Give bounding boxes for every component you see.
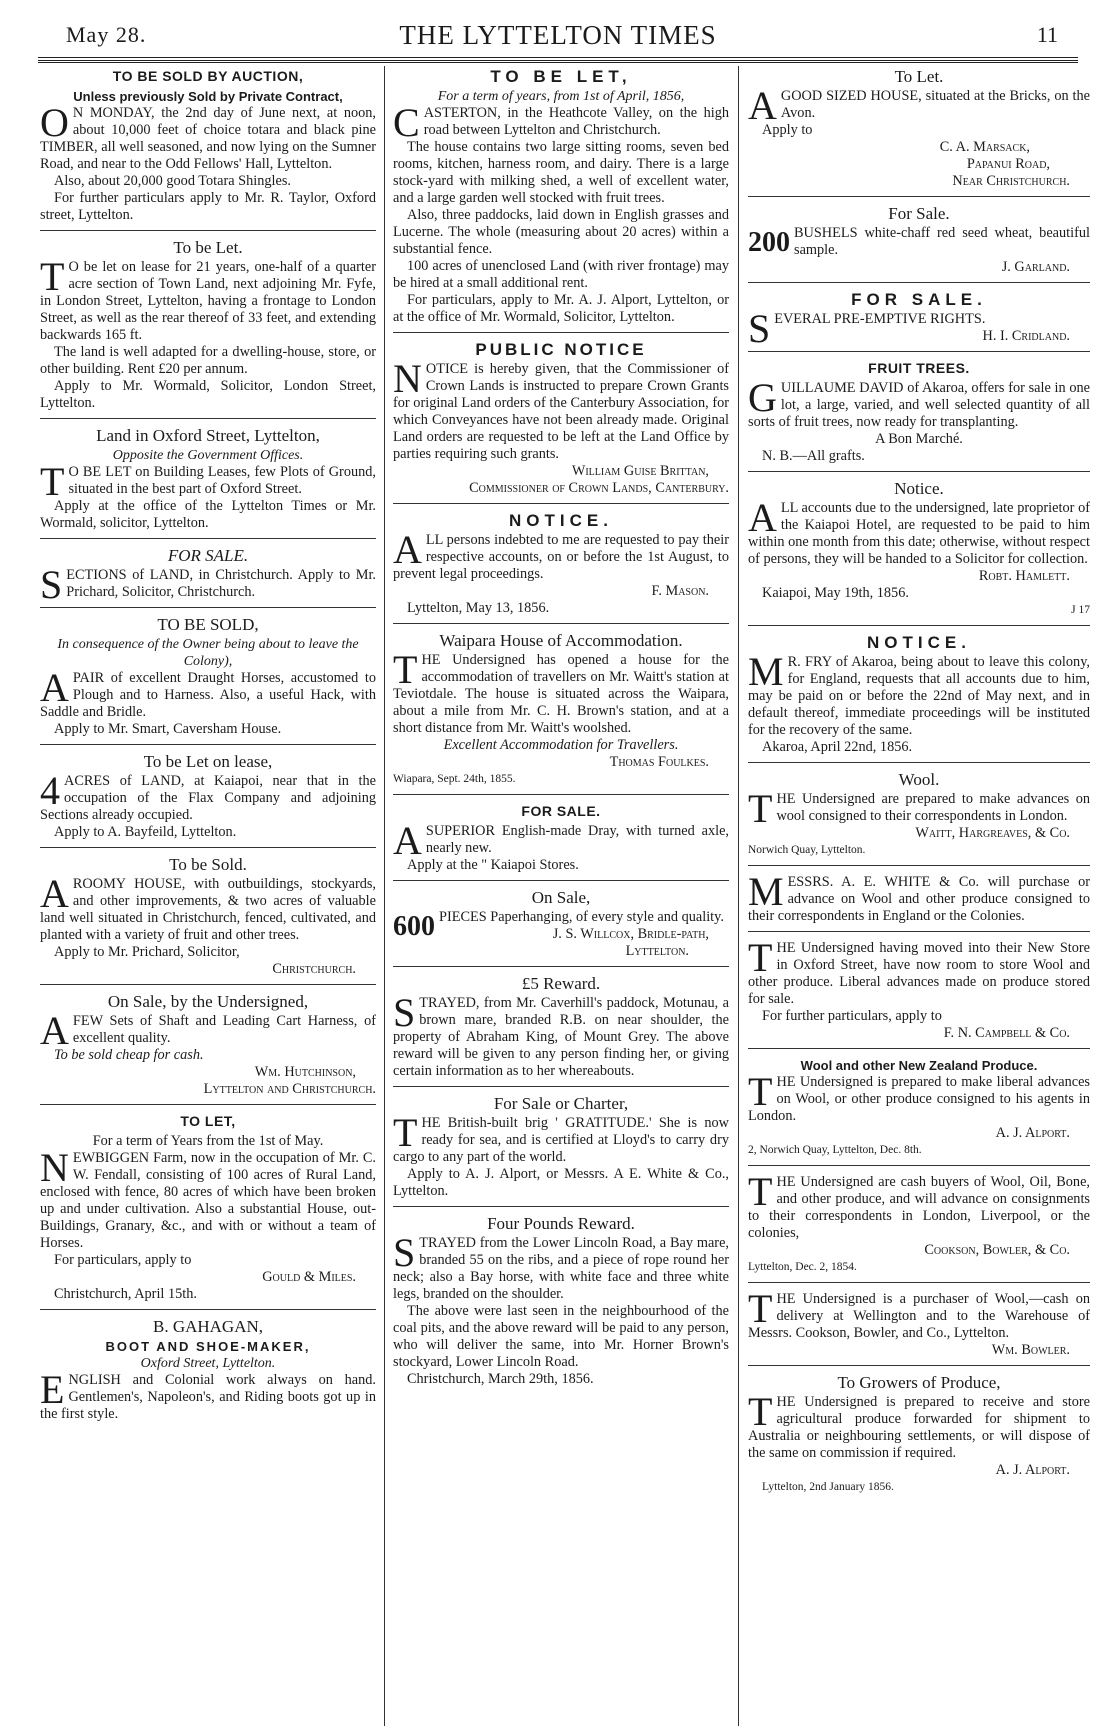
ad-text: Apply at the office of the Lyttelton Times or Mr. Wormald, solicitor, Lyttelton. — [40, 498, 376, 531]
ad-title: To be Let on lease, — [143, 752, 273, 771]
advertisement — [40, 753, 376, 841]
ad-subtitle: Opposite the Government Offices. — [112, 448, 304, 463]
drop-cap: E — [40, 1367, 65, 1412]
ad-text: HE Undersigned is a purchaser of Wool,—cash on delivery at Wellington and to the Warehouse of Messrs. Cookson, Bowler, and Co., Lyttelton. — [748, 1291, 1090, 1341]
ad-divider — [393, 880, 729, 881]
drop-cap: 4 — [40, 768, 60, 813]
ad-title: TO BE LET, — [490, 67, 632, 86]
ad-text: HE Undersigned is prepared to make liberal advances on Wool, or other produce consigned to his agents in London. — [748, 1074, 1090, 1124]
ad-title: FOR SALE. — [521, 803, 601, 819]
ad-signature: C. A. Marsack, — [939, 139, 1030, 155]
advertisement — [393, 512, 729, 617]
advertisement — [748, 634, 1090, 756]
ad-subtitle: For a term of years, from 1st of April, 1856, — [437, 89, 685, 104]
ad-divider — [748, 762, 1090, 763]
drop-cap: C — [393, 100, 420, 145]
ad-divider — [393, 794, 729, 795]
drop-cap: A — [40, 665, 69, 710]
ad-divider — [748, 282, 1090, 283]
drop-cap: T — [748, 1286, 773, 1331]
ad-text: ACRES of LAND, at Kaiapoi, near that in the occupation of the Flax Company and adjoining Sections already occupied. — [40, 773, 376, 823]
ad-signature: Waitt, Hargreaves, & Co. — [915, 825, 1070, 841]
ad-divider — [748, 1165, 1090, 1166]
ad-text: Apply to Mr. Wormald, Solicitor, London Street, Lyttelton. — [40, 378, 376, 411]
advertisement — [748, 68, 1090, 190]
ad-text: HE Undersigned is prepared to receive and store agricultural produce forwarded for shipment to Australia or neighbouring settlements, or will dispose of the same on commission if required. — [748, 1394, 1090, 1461]
advertisement — [40, 68, 376, 224]
ad-divider — [40, 847, 376, 848]
ad-subtitle: Unless previously Sold by Private Contract, — [73, 89, 343, 104]
ad-title: TO BE SOLD, — [157, 615, 259, 634]
ad-code: J 17 — [1071, 604, 1090, 616]
ad-divider — [393, 966, 729, 967]
drop-cap: O — [40, 100, 69, 145]
ad-divider — [748, 625, 1090, 626]
ad-text: EWBIGGEN Farm, now in the occupation of Mr. C. W. Fendall, consisting of 100 acres of Rural Land, enclosed with fence, 80 acres of which have been broken up and under cultivation. Also a substantial House, out-Buildings, Granary, &c., and with or without a team of Horses. — [40, 1150, 376, 1251]
drop-cap: A — [40, 1008, 69, 1053]
ad-text: PIECES Paperhanging, of every style and quality. — [439, 909, 724, 925]
advertisement — [40, 616, 376, 738]
ad-divider — [40, 744, 376, 745]
ad-text: ECTIONS of LAND, in Christchurch. Apply to Mr. Prichard, Solicitor, Christchurch. — [66, 567, 376, 600]
advertisement — [748, 935, 1090, 1042]
ad-title: Four Pounds Reward. — [487, 1214, 635, 1233]
ad-date: Akaroa, April 22nd, 1856. — [762, 739, 913, 755]
advertisement — [748, 771, 1090, 859]
ad-title: NOTICE. — [867, 633, 971, 652]
ad-text: FEW Sets of Shaft and Leading Cart Harness, of excellent quality. — [72, 1013, 376, 1046]
advertisement — [393, 341, 729, 497]
ad-signature: Robt. Hamlett. — [978, 568, 1070, 584]
ad-divider — [748, 1365, 1090, 1366]
drop-cap: T — [393, 1110, 418, 1155]
ad-signature: Thomas Foulkes. — [609, 754, 709, 770]
ad-text: The house contains two large sitting rooms, seven bed rooms, kitchen, harness room, and dairy. There is a large stock-yard with milking shed, a well of excellent water, and a large garden well stocked with fruit trees. — [393, 139, 729, 206]
ad-text: Apply to A. J. Alport, or Messrs. A E. White & Co., Lyttelton. — [393, 1166, 729, 1199]
ad-date: Christchurch, March 29th, 1856. — [407, 1371, 594, 1387]
ad-date: Lyttelton, May 13, 1856. — [407, 600, 550, 616]
ad-title: On Sale, by the Undersigned, — [107, 992, 309, 1011]
column-1 — [40, 66, 376, 1726]
ad-text: HE Undersigned are prepared to make advances on wool consigned to their correspondents in London. — [776, 791, 1090, 824]
ad-divider — [748, 196, 1090, 197]
advertisement — [748, 869, 1090, 925]
advertisement — [748, 290, 1090, 351]
ad-text: For further particulars, apply to — [762, 1008, 942, 1024]
ad-divider — [40, 538, 376, 539]
column-3 — [748, 66, 1090, 1726]
advertisement — [393, 1095, 729, 1200]
advertisement — [40, 856, 376, 978]
advertisement — [748, 1057, 1090, 1159]
drop-cap: A — [393, 818, 422, 863]
advertisement — [393, 1215, 729, 1388]
drop-cap: 200 — [748, 227, 790, 258]
column-divider — [738, 66, 739, 1726]
ad-divider — [393, 623, 729, 624]
ad-text: TRAYED from the Lower Lincoln Road, a Bay mare, branded 55 on the ribs, and a piece of rope round her neck; also a Bay horse, with white face and three white legs, branded on the shoulder. — [393, 1235, 729, 1302]
drop-cap: M — [748, 649, 784, 694]
drop-cap: T — [40, 254, 65, 299]
issue-date: May 28. — [66, 22, 147, 47]
ad-title: Notice. — [894, 479, 944, 498]
ad-title: Land in Oxford Street, Lyttelton, — [96, 426, 320, 445]
ad-text: O BE LET on Building Leases, few Plots of Ground, situated in the best part of Oxford Street. — [68, 464, 376, 497]
drop-cap: A — [393, 527, 422, 572]
ad-text: Apply to A. Bayfeild, Lyttelton. — [54, 824, 237, 840]
ad-text: ESSRS. A. E. WHITE & Co. will purchase or advance on Wool and other produce consigned to their correspondents in England or the Colonies. — [748, 874, 1090, 924]
drop-cap: T — [748, 786, 773, 831]
ad-title: Wool and other New Zealand Produce. — [800, 1058, 1038, 1073]
ad-divider — [748, 865, 1090, 866]
ad-divider — [40, 607, 376, 608]
ad-text: LL persons indebted to me are requested to pay their respective accounts, on or before the 1st August, to prevent legal proceedings. — [393, 532, 729, 582]
ad-signature: William Guise Brittan, — [571, 463, 709, 479]
ad-text: Excellent Accommodation for Travellers. — [443, 737, 679, 753]
ad-signature: Lyttelton and Christchurch. — [203, 1081, 376, 1097]
ad-divider — [393, 332, 729, 333]
ad-text: PAIR of excellent Draught Horses, accustomed to Plough and to Harness. Also, a useful Hack, with Saddle and Bridle. — [40, 670, 376, 720]
ad-title: FOR SALE. — [167, 546, 249, 565]
ad-title: For Sale or Charter, — [493, 1094, 629, 1113]
ad-text: Apply to Mr. Prichard, Solicitor, — [54, 944, 240, 960]
ad-text: LL accounts due to the undersigned, late proprietor of the Kaiapoi Hotel, are requested to be paid to him within one month from this date; otherwise, without respect of persons, they will be handed to a Solicitor for collection. — [748, 500, 1090, 567]
ad-divider — [748, 1282, 1090, 1283]
drop-cap: N — [393, 356, 422, 401]
ad-text: To be sold cheap for cash. — [54, 1047, 204, 1063]
ad-date: Christchurch, April 15th. — [54, 1286, 197, 1302]
drop-cap: G — [748, 375, 777, 420]
ad-divider — [40, 230, 376, 231]
ad-title: TO LET, — [180, 1113, 236, 1129]
ad-divider — [40, 984, 376, 985]
ad-text: R. FRY of Akaroa, being about to leave this colony, for England, requests that all accounts due to him, may be paid on or before the 22nd of May next, and in default thereof, immediate proceedings will be instituted for the recovery of the same. — [748, 654, 1090, 738]
ad-date: Norwich Quay, Lyttelton. — [748, 844, 866, 856]
ad-text: Also, three paddocks, laid down in English grasses and Lucerne. The whole (measuring about 20 acres) within a substantial fence. — [393, 207, 729, 257]
advertisement — [393, 68, 729, 326]
ad-text: OTICE is hereby given, that the Commissioner of Crown Lands is instructed to prepare Crown Grants for original Land orders of the Canterbury Association, for which Conveyances have not been already made. Original Land orders are requested to be left at the Land Office by parties requiring such grants. — [393, 361, 729, 462]
ad-subtitle: BOOT AND SHOE-MAKER, — [105, 1339, 311, 1354]
ad-signature: Near Christchurch. — [952, 173, 1070, 189]
advertisement — [748, 1374, 1090, 1496]
ad-date: Lyttelton, 2nd January 1856. — [762, 1481, 894, 1493]
ad-text: EVERAL PRE-EMPTIVE RIGHTS. — [774, 311, 986, 327]
advertisement — [748, 1286, 1090, 1359]
advertisement — [40, 993, 376, 1098]
ad-title: To be Sold. — [169, 855, 247, 874]
ad-text: The land is well adapted for a dwelling-house, store, or other building. Rent £20 per annum. — [40, 344, 376, 377]
ad-title: FRUIT TREES. — [868, 360, 970, 376]
ad-text: Apply to Mr. Smart, Caversham House. — [54, 721, 282, 737]
ad-signature: J. Garland. — [1001, 259, 1070, 275]
ad-divider — [748, 351, 1090, 352]
ad-signature: Cookson, Bowler, & Co. — [924, 1242, 1070, 1258]
ad-text: ASTERTON, in the Heathcote Valley, on the high road between Lyttelton and Christchurch. — [423, 105, 729, 138]
ad-signature: Gould & Miles. — [262, 1269, 356, 1285]
ad-divider — [748, 931, 1090, 932]
ad-text: TRAYED, from Mr. Caverhill's paddock, Motunau, a brown mare, branded R.B. on near shoulder, the property of Abraham King, of Mount Grey. The above reward will be given to any person finding her, or giving certain information as to her whereabouts. — [393, 995, 729, 1079]
ad-title: NOTICE. — [509, 511, 613, 530]
page-number: 11 — [1036, 22, 1058, 47]
ad-text: SUPERIOR English-made Dray, with turned axle, nearly new. — [425, 823, 729, 856]
drop-cap: T — [748, 935, 773, 980]
ad-title: B. GAHAGAN, — [152, 1317, 264, 1336]
ad-text: Apply at the " Kaiapoi Stores. — [407, 857, 579, 873]
ad-text: HE British-built brig ' GRATITUDE.' She is now ready for sea, and is certified at Lloyd's to carry dry cargo to any part of the world. — [393, 1115, 729, 1165]
ad-text: For particulars, apply to Mr. A. J. Alport, Lyttelton, or at the office of Mr. Wormald, Solicitor, Lyttelton. — [393, 292, 729, 325]
ad-signature: Wm. Bowler. — [991, 1342, 1070, 1358]
drop-cap: T — [40, 459, 65, 504]
ad-date: Wiapara, Sept. 24th, 1855. — [393, 773, 516, 785]
ad-signature: H. I. Cridland. — [982, 328, 1070, 344]
ad-text: The above were last seen in the neighbourhood of the coal pits, and the above reward will be paid to any person, who will deliver the same, into Mr. Horner Brown's stockyard, Lower Lincoln Road. — [393, 1303, 729, 1370]
header-rule — [38, 57, 1078, 63]
ad-text: Christchurch. — [272, 961, 356, 977]
ad-title: To be Let. — [173, 238, 243, 257]
ad-date: 2, Norwich Quay, Lyttelton, Dec. 8th. — [748, 1144, 922, 1156]
ad-date: Lyttelton, Dec. 2, 1854. — [748, 1261, 857, 1273]
advertisement — [393, 889, 729, 960]
ad-text: Also, about 20,000 good Totara Shingles. — [54, 173, 292, 189]
ad-divider — [393, 1086, 729, 1087]
advertisement — [40, 427, 376, 532]
advertisement — [393, 975, 729, 1080]
ad-date: Kaiapoi, May 19th, 1856. — [762, 585, 909, 601]
advertisement — [40, 1318, 376, 1423]
ad-signature: J. S. Willcox, Bridle-path, — [552, 926, 709, 942]
ad-text: HE Undersigned having moved into their New Store in Oxford Street, have now room to store Wool and other produce. Liberal advances made on produce stored for sale. — [748, 940, 1090, 1007]
column-2 — [393, 66, 729, 1726]
ad-signature: F. N. Campbell & Co. — [943, 1025, 1070, 1041]
advertisement — [748, 1169, 1090, 1276]
drop-cap: T — [393, 647, 418, 692]
ad-text: HE Undersigned has opened a house for the accommodation of travellers on Mr. Waitt's station at Teviotdale. The house is situated across the Waipara, about a mile from Mr. C. H. Brown's station, and at a short distance from Mr. Waitt's woolshed. — [393, 652, 729, 736]
advertisement — [40, 1113, 376, 1303]
advertisement — [748, 360, 1090, 465]
ad-text: A Bon Marché. — [875, 431, 963, 447]
ad-subtitle: Oxford Street, Lyttelton. — [140, 1356, 276, 1371]
ad-text: O be let on lease for 21 years, one-half of a quarter acre section of Town Land, next adjoining Mr. Fyfe, in London Street, Lyttelton, having a frontage to London Street, as well as the rear thereof of 33 feet, and extending backwards 165 ft. — [40, 259, 376, 343]
ad-title: TO BE SOLD BY AUCTION, — [112, 68, 304, 84]
drop-cap: S — [393, 1230, 416, 1275]
advertisement — [748, 480, 1090, 619]
ad-title: PUBLIC NOTICE — [475, 340, 647, 359]
drop-cap: A — [40, 871, 69, 916]
ad-title: On Sale, — [531, 888, 591, 907]
advertisement — [40, 239, 376, 412]
ad-signature: Lyttelton. — [625, 943, 689, 959]
ad-text: HE Undersigned are cash buyers of Wool, Oil, Bone, and other produce, and will advance on consignments to their correspondents in London, Liverpool, or the colonies, — [748, 1174, 1090, 1241]
advertisement — [393, 803, 729, 874]
ad-text: N. B.—All grafts. — [762, 448, 865, 464]
ad-divider — [393, 1206, 729, 1207]
advertisement — [393, 632, 729, 788]
ad-text: BUSHELS white-chaff red seed wheat, beautiful sample. — [794, 225, 1090, 258]
drop-cap: T — [748, 1389, 773, 1434]
drop-cap: T — [748, 1069, 773, 1114]
ad-title: To Growers of Produce, — [837, 1373, 1001, 1392]
ad-signature: A. J. Alport. — [995, 1462, 1070, 1478]
ad-title: Waipara House of Accommodation. — [439, 631, 683, 650]
drop-cap: A — [748, 495, 777, 540]
ad-text: Apply to — [762, 122, 813, 138]
ad-divider — [748, 471, 1090, 472]
ad-title: For Sale. — [888, 204, 950, 223]
drop-cap: 600 — [393, 911, 435, 942]
drop-cap: N — [40, 1145, 69, 1190]
ad-text: For further particulars apply to Mr. R. Taylor, Oxford street, Lyttelton. — [40, 190, 376, 223]
advertisement — [748, 205, 1090, 276]
ad-divider — [748, 1048, 1090, 1049]
ad-text: GOOD SIZED HOUSE, situated at the Bricks, on the Avon. — [780, 88, 1090, 121]
ad-signature: Commissioner of Crown Lands, Canterbury. — [469, 480, 729, 496]
drop-cap: M — [748, 869, 784, 914]
ad-text: For particulars, apply to — [54, 1252, 192, 1268]
ad-subtitle: In consequence of the Owner being about to leave the Colony), — [57, 637, 359, 669]
ad-subtitle: For a term of Years from the 1st of May. — [92, 1133, 324, 1149]
page-header — [38, 18, 1078, 52]
ad-title: £5 Reward. — [521, 974, 601, 993]
ad-title: To Let. — [894, 67, 944, 86]
advertisement — [40, 546, 376, 607]
ad-signature: F. Mason. — [651, 583, 709, 599]
ad-text: 100 acres of unenclosed Land (with river frontage) may be hired at a small additional rent. — [393, 258, 729, 291]
drop-cap: S — [748, 306, 771, 351]
newspaper-title: THE LYTTELTON TIMES — [399, 20, 717, 50]
ad-signature: A. J. Alport. — [995, 1125, 1070, 1141]
ad-signature: Wm. Hutchinson, — [254, 1064, 356, 1080]
ad-text: ROOMY HOUSE, with outbuildings, stockyards, and other improvements, & two acres of valuable land well situated in Christchurch, fenced, cultivated, and planted with a variety of fruit and other trees. — [40, 876, 376, 943]
ad-text: UILLAUME DAVID of Akaroa, offers for sale in one lot, a large, varied, and well selected quantity of all sorts of fruit trees, now ready for transplanting. — [748, 380, 1090, 430]
drop-cap: S — [393, 990, 416, 1035]
ad-title: FOR SALE. — [851, 290, 987, 309]
column-divider — [384, 66, 385, 1726]
ad-divider — [40, 418, 376, 419]
ad-divider — [40, 1309, 376, 1310]
ad-divider — [393, 503, 729, 504]
ad-title: Wool. — [898, 770, 940, 789]
drop-cap: A — [748, 83, 777, 128]
ad-signature: Papanui Road, — [966, 156, 1050, 172]
drop-cap: T — [748, 1169, 773, 1214]
ad-divider — [40, 1104, 376, 1105]
ad-text: N MONDAY, the 2nd day of June next, at noon, about 10,000 feet of choice totara and black pine TIMBER, all well seasoned, and now lying on the Sumner Road, and near to the Odd Fellows' Hall, Lyttelton. — [40, 105, 376, 172]
ad-text: NGLISH and Colonial work always on hand. Gentlemen's, Napoleon's, and Riding boots got up in the first style. — [40, 1372, 376, 1422]
drop-cap: S — [40, 562, 63, 607]
